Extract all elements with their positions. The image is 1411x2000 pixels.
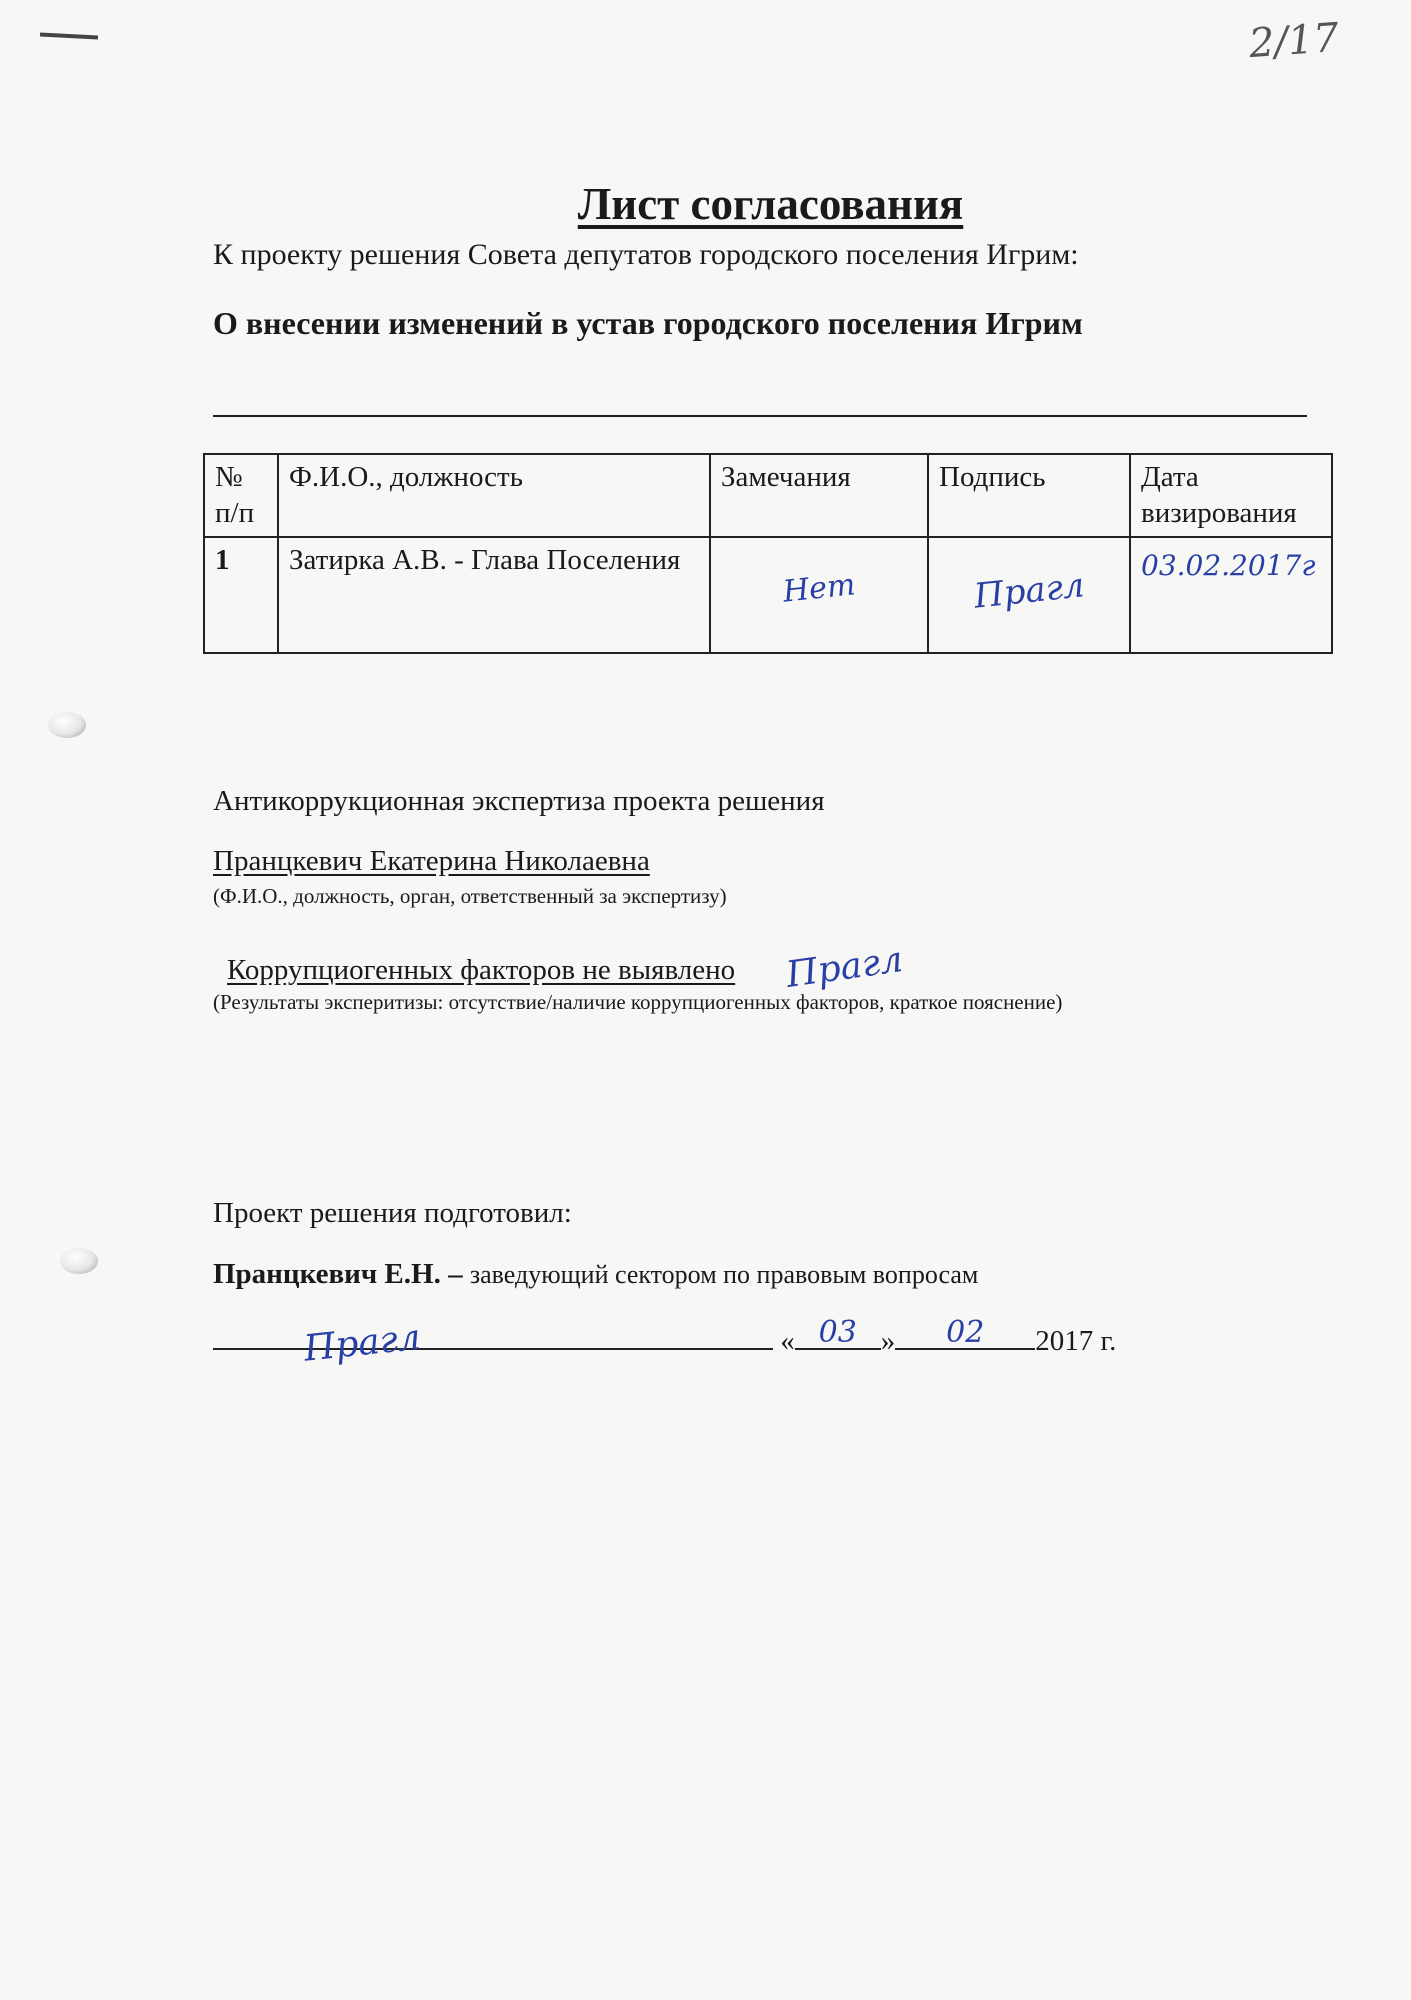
decision-subject: О внесении изменений в устав городского поселения Игрим: [213, 305, 1083, 341]
header-number: № п/п: [204, 454, 278, 537]
row-remarks: Нет: [781, 566, 857, 610]
punch-hole: [60, 1248, 98, 1274]
header-signature: Подпись: [928, 454, 1130, 537]
expertise-result-line: [213, 939, 906, 996]
day-blank: [795, 1315, 881, 1350]
preparer-position: заведующий сектором по правовым вопросам: [469, 1260, 979, 1289]
date-close-quote: »: [880, 1325, 896, 1357]
expert-caption: (Ф.И.О., должность, орган, ответственный за экспертизу): [213, 884, 727, 908]
signature-date-line: [213, 1315, 1117, 1370]
header-date: Дата визирования: [1130, 454, 1332, 537]
row-signature: Прагл: [971, 564, 1087, 617]
expertise-result-caption: (Результаты эксперитизы: отсутствие/наличие коррупциогенных факторов, краткое пояснение): [213, 990, 1063, 1014]
punch-hole: [48, 712, 86, 738]
date-day: 03: [818, 1315, 857, 1350]
expert-name: Пранцкевич Екатерина Николаевна: [213, 845, 650, 877]
document-title: Лист согласования: [577, 179, 964, 229]
row-date: 03.02.2017г: [1141, 548, 1316, 582]
date-open-quote: «: [780, 1325, 795, 1357]
table-header-row: [204, 454, 1332, 537]
prepared-by-line: [213, 1258, 978, 1291]
table-row: [204, 537, 1332, 653]
separator-line: [213, 415, 1307, 417]
row-number: 1: [204, 537, 278, 653]
margin-dash-mark: [40, 32, 98, 39]
expertise-result: Коррупциогенных факторов не выявлено: [227, 954, 736, 986]
page-number: 2/17: [1247, 14, 1341, 68]
row-name: Затирка А.В. - Глава Поселения: [278, 537, 710, 653]
row-signature-cell: [928, 537, 1130, 653]
date-month: 02: [946, 1315, 985, 1350]
row-remarks-cell: [710, 537, 928, 653]
header-name: Ф.И.О., должность: [278, 454, 710, 537]
month-blank: [895, 1315, 1035, 1350]
date-year: 2017 г.: [1035, 1325, 1117, 1357]
signature-blank: [213, 1316, 773, 1370]
row-date-cell: [1130, 537, 1332, 653]
preparer-signature: Прагл: [301, 1316, 423, 1370]
approval-table: [203, 453, 1333, 654]
header-remarks: Замечания: [710, 454, 928, 537]
intro-text: К проекту решения Совета депутатов городского поселения Игрим:: [213, 238, 1079, 271]
expertise-heading: Антикоррукционная экспертиза проекта решения: [213, 785, 825, 817]
expertise-signature: Прагл: [784, 939, 906, 996]
prepared-label: Проект решения подготовил:: [213, 1197, 572, 1229]
preparer-name: Пранцкевич Е.Н. –: [213, 1258, 463, 1290]
